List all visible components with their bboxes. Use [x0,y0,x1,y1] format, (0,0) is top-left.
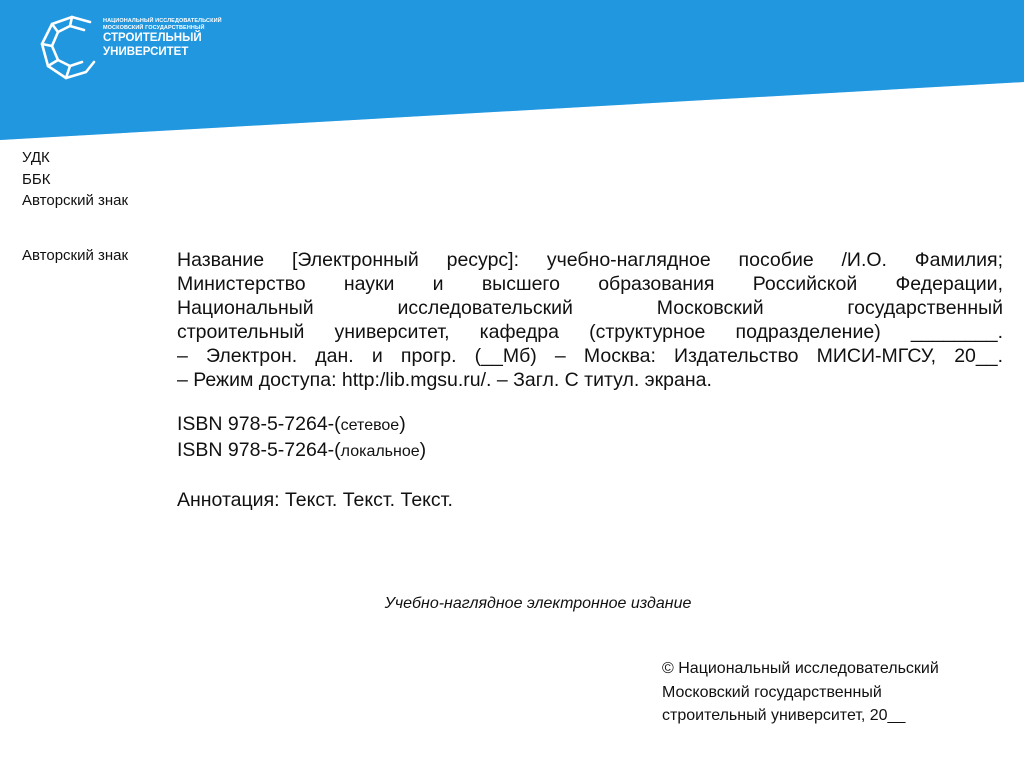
record-line: Национальный исследовательский Московский государственный [177,297,1003,319]
record-description [177,248,1003,392]
udk-label: УДК [22,149,50,166]
university-logo-icon [38,14,98,82]
record-line: Название [Электронный ресурс]: учебно-наглядное пособие /И.О. Фамилия; [177,249,1003,271]
record-line: – Режим доступа: http:/lib.mgsu.ru/. – Загл. С титул. экрана. [177,369,712,391]
logo-line-3: СТРОИТЕЛЬНЫЙ [103,32,202,44]
university-logo-text [103,18,222,58]
isbn-block [177,412,1003,464]
logo-line-4: УНИВЕРСИТЕТ [103,45,189,58]
bbk-label: ББК [22,170,51,188]
author-sign-label: Авторский знак [22,192,129,209]
copyright-line: строительный университет, 20__ [662,707,906,724]
classification-block [22,147,128,212]
annotation: Аннотация: Текст. Текст. Текст. [177,489,453,511]
author-sign-label-2: Авторский знак [22,247,129,264]
copyright-line: © Национальный исследовательский [662,660,939,677]
logo-line-1: НАЦИОНАЛЬНЫЙ ИССЛЕДОВАТЕЛЬСКИЙ [103,18,222,24]
isbn-local: ISBN 978-5-7264-(локальное) [177,439,427,461]
logo-line-2: МОСКОВСКИЙ ГОСУДАРСТВЕННЫЙ [103,24,205,31]
copyright-block [662,657,939,728]
record-line: – Электрон. дан. и прогр. (__Мб) – Москва: Издательство МИСИ-МГСУ, 20__. [177,345,1003,367]
edition-type: Учебно-наглядное электронное издание [384,595,692,612]
bibliographic-record [177,248,1003,512]
record-line: Министерство науки и высшего образования Российской Федерации, [177,273,1003,295]
record-line: строительный университет, кафедра (структурное подразделение) ________. [177,321,1003,343]
copyright-line: Московский государственный [662,683,882,701]
isbn-network: ISBN 978-5-7264-(сетевое) [177,413,406,435]
